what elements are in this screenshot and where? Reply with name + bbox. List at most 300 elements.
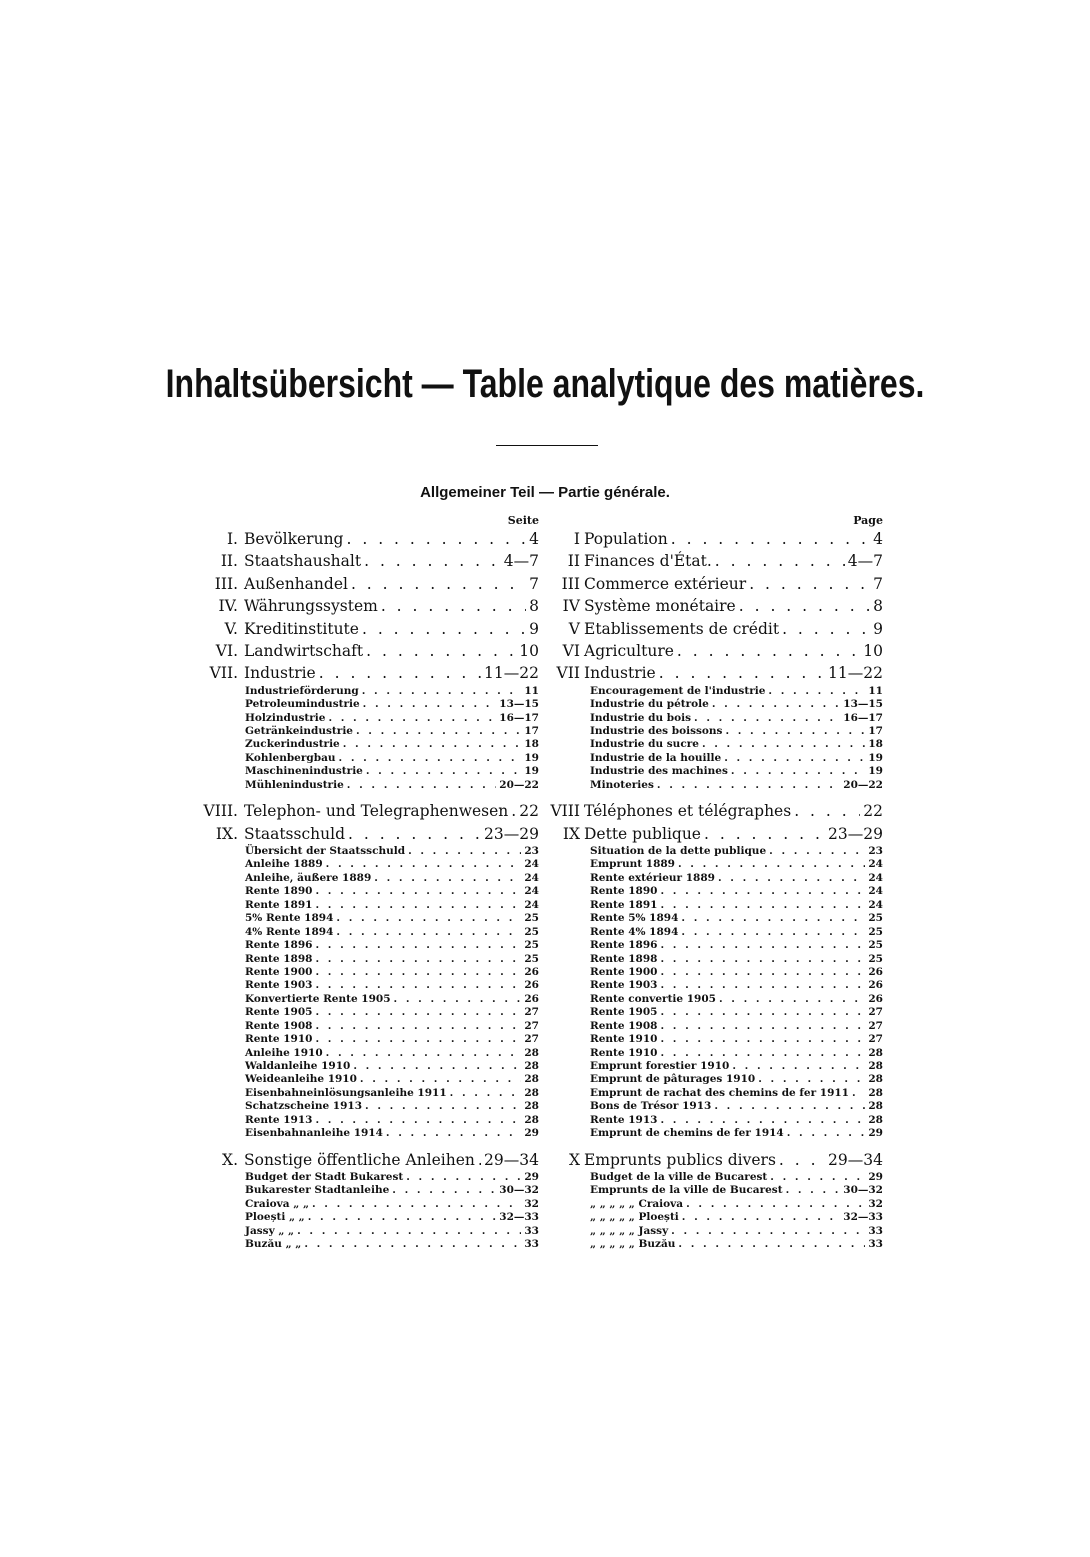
subentry-page: 33 xyxy=(868,1238,883,1251)
subentry-title: Rente 1891 xyxy=(590,898,658,911)
page-number: 4—7 xyxy=(847,552,883,571)
dot-leader xyxy=(366,765,522,778)
subentry-title: „ „ „ „ „ Ploești xyxy=(590,1211,679,1224)
dot-leader xyxy=(366,640,516,662)
subentry-title: Industrie du pétrole xyxy=(590,698,709,711)
dot-leader xyxy=(394,993,522,1006)
dot-leader xyxy=(732,1060,865,1073)
chapter-number: IV. xyxy=(218,597,238,616)
dot-leader xyxy=(326,1047,522,1060)
subentry-page: 17 xyxy=(868,725,883,738)
subentry-title: Rente 4% 1894 xyxy=(590,925,679,938)
dot-leader xyxy=(714,1100,865,1113)
toc-subentry xyxy=(245,953,539,966)
chapter-number: VII xyxy=(556,664,580,683)
toc-subentry xyxy=(590,725,883,738)
subentry-list xyxy=(548,1171,883,1260)
dot-leader xyxy=(768,685,865,698)
chapter-number: VII. xyxy=(209,664,238,683)
toc-entry xyxy=(548,823,883,1149)
chapter-title: Telephon- und Telegraphenwesen xyxy=(244,802,509,821)
page-number: 11—22 xyxy=(828,664,883,683)
dot-leader xyxy=(336,912,521,925)
dot-leader xyxy=(660,939,865,952)
chapter-number: VI xyxy=(562,641,580,660)
dot-leader xyxy=(786,1184,841,1197)
subentry-title: Rente 1903 xyxy=(245,979,313,992)
subentry-title: Waldanleihe 1910 xyxy=(245,1060,351,1073)
toc-subentry xyxy=(245,1100,539,1113)
dot-leader xyxy=(315,979,521,992)
dot-leader xyxy=(315,1033,521,1046)
subentry-page: 24 xyxy=(868,871,883,884)
dot-leader xyxy=(779,1149,825,1171)
toc-main-line xyxy=(548,550,883,572)
toc-subentry xyxy=(245,979,539,992)
toc-subentry xyxy=(245,845,539,858)
toc-main-line xyxy=(196,640,539,662)
toc-entry xyxy=(196,640,539,662)
toc-subentry xyxy=(245,752,539,765)
dot-leader xyxy=(694,712,840,725)
toc-subentry xyxy=(590,872,883,885)
dot-leader xyxy=(682,1211,840,1224)
toc-entry xyxy=(196,800,539,822)
subentry-page: 29 xyxy=(524,1171,539,1184)
subentry-title: Rente 1898 xyxy=(245,952,313,965)
chapter-number: IX. xyxy=(215,824,238,843)
subentry-page: 19 xyxy=(868,765,883,778)
subentry-title: Budget der Stadt Bukarest xyxy=(245,1171,404,1184)
toc-entry xyxy=(196,1149,539,1260)
dot-leader xyxy=(351,573,526,595)
subentry-page: 27 xyxy=(868,1033,883,1046)
subentry-page: 26 xyxy=(524,992,539,1005)
toc-subentry xyxy=(245,738,539,751)
chapter-title: Emprunts publics divers xyxy=(584,1150,776,1169)
toc-entry xyxy=(548,618,883,640)
subentry-title: Rente 1900 xyxy=(590,965,658,978)
subentry-page: 25 xyxy=(868,912,883,925)
dot-leader xyxy=(297,1225,521,1238)
dot-leader xyxy=(374,872,521,885)
dot-leader xyxy=(660,1047,865,1060)
page-number: 29—34 xyxy=(484,1150,539,1169)
toc-subentry xyxy=(590,1211,883,1224)
dot-leader xyxy=(852,1087,865,1100)
dot-leader xyxy=(659,662,825,684)
toc-subentry xyxy=(245,1171,539,1184)
subentry-page: 32 xyxy=(868,1197,883,1210)
dot-leader xyxy=(712,698,840,711)
subentry-title: Emprunt forestier 1910 xyxy=(590,1060,730,1073)
toc-entry xyxy=(548,595,883,617)
toc-subentry xyxy=(245,779,539,792)
subentry-page: 28 xyxy=(524,1060,539,1073)
subentry-title: Budget de la ville de Bucarest xyxy=(590,1171,768,1184)
toc-subentry xyxy=(245,885,539,898)
subentry-title: Industrie du bois xyxy=(590,711,692,724)
subentry-title: Minoteries xyxy=(590,778,654,791)
subentry-title: Bukarester Stadtanleihe xyxy=(245,1184,390,1197)
subentry-title: Rente 1910 xyxy=(245,1033,313,1046)
subentry-page: 19 xyxy=(524,751,539,764)
subentry-page: 19 xyxy=(524,765,539,778)
subentry-page: 24 xyxy=(524,898,539,911)
toc-subentry xyxy=(245,1047,539,1060)
dot-leader xyxy=(769,845,865,858)
dot-leader xyxy=(364,550,501,572)
subentry-title: Zuckerindustrie xyxy=(245,738,340,751)
column-header-seite: Seite xyxy=(507,514,539,527)
chapter-number: IX xyxy=(562,824,580,843)
subentry-title: „ „ „ „ „ Craiova xyxy=(590,1197,684,1210)
subentry-page: 28 xyxy=(868,1046,883,1059)
subentry-page: 29 xyxy=(868,1127,883,1140)
toc-column-german xyxy=(196,514,539,1260)
dot-leader xyxy=(450,1087,522,1100)
toc-subentry xyxy=(590,1047,883,1060)
subentry-title: Rente 1910 xyxy=(590,1046,658,1059)
subentry-page: 32 xyxy=(524,1197,539,1210)
subentry-title: Holzindustrie xyxy=(245,711,326,724)
chapter-title: Agriculture xyxy=(584,641,674,660)
chapter-title: Sonstige öffentliche Anleihen xyxy=(244,1150,475,1169)
subentry-page: 25 xyxy=(524,952,539,965)
subentry-page: 26 xyxy=(524,965,539,978)
dot-leader xyxy=(308,1211,497,1224)
subentry-page: 24 xyxy=(524,885,539,898)
page-number: 7 xyxy=(873,574,883,593)
subentry-page: 33 xyxy=(524,1238,539,1251)
toc-entry xyxy=(196,595,539,617)
toc-subentry xyxy=(245,1006,539,1019)
toc-subentry xyxy=(590,939,883,952)
toc-subentry xyxy=(590,966,883,979)
toc-subentry xyxy=(245,993,539,1006)
chapter-title: Dette publique xyxy=(584,824,701,843)
subentry-page: 27 xyxy=(524,1019,539,1032)
subentry-title: Rente convertie 1905 xyxy=(590,992,716,1005)
chapter-title: Population xyxy=(584,530,668,548)
subentry-page: 13—15 xyxy=(843,698,883,711)
toc-entry xyxy=(196,573,539,595)
dot-leader xyxy=(660,1020,865,1033)
subentry-page: 27 xyxy=(524,1033,539,1046)
subentry-title: Industrie des machines xyxy=(590,765,728,778)
dot-leader xyxy=(660,1006,865,1019)
subentry-page: 28 xyxy=(868,1060,883,1073)
subentry-title: Rente 1890 xyxy=(245,885,313,898)
chapter-title: Système monétaire xyxy=(584,597,736,616)
subentry-page: 27 xyxy=(868,1006,883,1019)
toc-main-line xyxy=(196,1149,539,1171)
dot-leader xyxy=(315,1020,521,1033)
chapter-number: II xyxy=(567,552,580,571)
dot-leader xyxy=(365,1100,521,1113)
page-number: 11—22 xyxy=(484,664,539,683)
dot-leader xyxy=(681,912,865,925)
dot-leader xyxy=(678,858,865,871)
subentry-title: Mühlenindustrie xyxy=(245,778,344,791)
dot-leader xyxy=(406,1171,521,1184)
toc-subentry xyxy=(590,993,883,1006)
chapter-title: Etablissements de crédit xyxy=(584,619,780,638)
subentry-title: 4% Rente 1894 xyxy=(245,925,334,938)
subentry-title: Rente 1908 xyxy=(245,1019,313,1032)
subentry-title: Anleihe, äußere 1889 xyxy=(245,871,372,884)
subentry-page: 32—33 xyxy=(843,1211,883,1224)
toc-subentry xyxy=(245,725,539,738)
subentry-page: 33 xyxy=(524,1224,539,1237)
subentry-page: 13—15 xyxy=(499,698,539,711)
subentry-page: 28 xyxy=(524,1086,539,1099)
subentry-page: 24 xyxy=(524,858,539,871)
subentry-page: 16—17 xyxy=(843,711,883,724)
chapter-number: VIII xyxy=(550,802,580,821)
dot-leader xyxy=(353,1060,521,1073)
subentry-page: 29 xyxy=(868,1171,883,1184)
chapter-number: III xyxy=(561,574,580,593)
dot-leader xyxy=(677,640,860,662)
dot-leader xyxy=(346,528,526,550)
subentry-page: 32—33 xyxy=(499,1211,539,1224)
toc-subentry xyxy=(245,1238,539,1251)
toc-entry xyxy=(196,618,539,640)
toc-subentry xyxy=(590,1020,883,1033)
toc-subentry xyxy=(590,845,883,858)
dot-leader xyxy=(671,1225,865,1238)
subentry-page: 24 xyxy=(868,858,883,871)
subentry-title: Eisenbahneinlösungsanleihe 1911 xyxy=(245,1086,447,1099)
section-heading: Allgemeiner Teil — Partie générale. xyxy=(420,484,670,501)
subentry-page: 16—17 xyxy=(499,711,539,724)
chapter-title: Landwirtschaft xyxy=(244,641,364,660)
page-number: 10 xyxy=(863,641,883,660)
subentry-title: Encouragement de l'industrie xyxy=(590,684,766,697)
subentry-title: Emprunts de la ville de Bucarest xyxy=(590,1184,783,1197)
dot-leader xyxy=(386,1127,521,1140)
chapter-number: IV xyxy=(562,597,580,616)
toc-subentry xyxy=(590,979,883,992)
subentry-title: Rente 5% 1894 xyxy=(590,912,679,925)
toc-subentry xyxy=(245,1114,539,1127)
toc-subentry xyxy=(590,1238,883,1251)
dot-leader xyxy=(718,872,865,885)
toc-entry xyxy=(196,528,539,550)
chapter-title: Währungssystem xyxy=(244,597,378,616)
subentry-title: Rente 1891 xyxy=(245,898,313,911)
page-number: 7 xyxy=(529,574,539,593)
dot-leader xyxy=(739,595,870,617)
toc-main-line xyxy=(196,823,539,845)
subentry-page: 19 xyxy=(868,751,883,764)
toc-main-line xyxy=(196,528,539,550)
toc-subentry xyxy=(245,1127,539,1140)
toc-main-line xyxy=(548,662,883,684)
subentry-page: 25 xyxy=(524,925,539,938)
subentry-page: 28 xyxy=(868,1086,883,1099)
toc-main-line xyxy=(196,550,539,572)
subentry-page: 23 xyxy=(524,845,539,858)
subentry-title: 5% Rente 1894 xyxy=(245,912,334,925)
page-number: 29—34 xyxy=(828,1150,883,1169)
subentry-title: Kohlenbergbau xyxy=(245,751,336,764)
toc-main-line xyxy=(548,528,883,550)
subentry-page: 28 xyxy=(868,1100,883,1113)
chapter-title: Bevölkerung xyxy=(244,530,344,548)
subentry-title: Industrie des boissons xyxy=(590,725,723,738)
toc-main-line xyxy=(548,1149,883,1171)
subentry-title: Emprunt de chemins de fer 1914 xyxy=(590,1127,784,1140)
subentry-page: 28 xyxy=(868,1073,883,1086)
subentry-title: Konvertierte Rente 1905 xyxy=(245,992,391,1005)
chapter-title: Industrie xyxy=(244,664,316,683)
subentry-title: Maschinenindustrie xyxy=(245,765,363,778)
subentry-title: Rente 1908 xyxy=(590,1019,658,1032)
toc-entry xyxy=(548,573,883,595)
subentry-list xyxy=(548,685,883,801)
subentry-page: 25 xyxy=(524,939,539,952)
dot-leader xyxy=(770,1171,865,1184)
toc-entry xyxy=(548,528,883,550)
page-number: 8 xyxy=(529,597,539,616)
dot-leader xyxy=(719,993,865,1006)
subentry-title: Jassy „ „ xyxy=(245,1224,295,1237)
dot-leader xyxy=(315,1114,521,1127)
subentry-title: Buzău „ „ xyxy=(245,1238,302,1251)
subentry-title: Getränkeindustrie xyxy=(245,725,353,738)
toc-main-line xyxy=(548,800,883,822)
subentry-list xyxy=(548,845,883,1149)
toc-subentry xyxy=(245,1211,539,1224)
subentry-page: 27 xyxy=(868,1019,883,1032)
dot-leader xyxy=(702,738,865,751)
dot-leader xyxy=(343,738,522,751)
subentry-title: Rente 1900 xyxy=(245,965,313,978)
chapter-title: Téléphones et télégraphes xyxy=(584,802,792,821)
dot-leader xyxy=(319,662,481,684)
dot-leader xyxy=(671,528,870,550)
subentry-title: Rente 1905 xyxy=(590,1006,658,1019)
dot-leader xyxy=(356,725,521,738)
title-divider xyxy=(496,445,598,446)
toc-entry xyxy=(548,1149,883,1260)
toc-main-line xyxy=(196,573,539,595)
toc-subentry xyxy=(245,858,539,871)
dot-leader xyxy=(478,1149,481,1171)
column-header-page: Page xyxy=(853,514,883,527)
dot-leader xyxy=(725,725,865,738)
dot-leader xyxy=(315,966,521,979)
toc-subentry xyxy=(590,899,883,912)
dot-leader xyxy=(660,899,865,912)
subentry-title: Ploești „ „ xyxy=(245,1211,305,1224)
chapter-number: II. xyxy=(220,552,238,571)
toc-subentry xyxy=(245,966,539,979)
toc-subentry xyxy=(590,1087,883,1100)
dot-leader xyxy=(362,685,522,698)
dot-leader xyxy=(315,885,521,898)
toc-subentry xyxy=(590,738,883,751)
toc-subentry xyxy=(590,1114,883,1127)
toc-subentry xyxy=(245,712,539,725)
subentry-page: 24 xyxy=(524,871,539,884)
toc-subentry xyxy=(590,1033,883,1046)
dot-leader xyxy=(660,885,865,898)
dot-leader xyxy=(360,1073,521,1086)
dot-leader xyxy=(660,979,865,992)
toc-main-line xyxy=(548,823,883,845)
toc-subentry xyxy=(245,698,539,711)
page-number: 22 xyxy=(863,802,883,821)
subentry-page: 11 xyxy=(524,684,539,697)
subentry-page: 28 xyxy=(524,1100,539,1113)
dot-leader xyxy=(381,595,526,617)
subentry-page: 33 xyxy=(868,1224,883,1237)
dot-leader xyxy=(704,823,825,845)
dot-leader xyxy=(660,953,865,966)
subentry-page: 18 xyxy=(868,738,883,751)
subentry-page: 11 xyxy=(868,684,883,697)
toc-subentry xyxy=(590,885,883,898)
toc-main-line xyxy=(196,662,539,684)
subentry-page: 20—22 xyxy=(843,778,883,791)
dot-leader xyxy=(392,1184,496,1197)
toc-entry xyxy=(548,640,883,662)
toc-subentry xyxy=(245,926,539,939)
dot-leader xyxy=(678,1238,865,1251)
subentry-page: 30—32 xyxy=(843,1184,883,1197)
subentry-title: Rente 1890 xyxy=(590,885,658,898)
subentry-page: 24 xyxy=(868,885,883,898)
subentry-page: 25 xyxy=(868,925,883,938)
dot-leader xyxy=(686,1198,865,1211)
toc-subentry xyxy=(590,779,883,792)
page-number: 23—29 xyxy=(484,824,539,843)
chapter-title: Commerce extérieur xyxy=(584,574,747,593)
subentry-page: 25 xyxy=(868,939,883,952)
subentry-title: Petroleumindustrie xyxy=(245,698,360,711)
dot-leader xyxy=(362,618,526,640)
subentry-title: Rente extérieur 1889 xyxy=(590,871,715,884)
chapter-number: V. xyxy=(224,619,238,638)
toc-column-french xyxy=(548,514,883,1260)
chapter-title: Finances d'État. xyxy=(584,552,712,571)
dot-leader xyxy=(326,858,522,871)
dot-leader xyxy=(336,926,521,939)
toc-subentry xyxy=(590,858,883,871)
subentry-list xyxy=(196,685,539,801)
subentry-title: Industrie du sucre xyxy=(590,738,699,751)
subentry-title: Emprunt de pâturages 1910 xyxy=(590,1073,756,1086)
page-number: 22 xyxy=(519,802,539,821)
toc-subentry xyxy=(590,752,883,765)
toc-subentry xyxy=(590,1127,883,1140)
dot-leader xyxy=(749,573,870,595)
page-title: Inhaltsübersicht — Table analytique des matières. xyxy=(165,362,925,406)
toc-subentry xyxy=(590,1198,883,1211)
subentry-title: Anleihe 1889 xyxy=(245,858,323,871)
subentry-page: 25 xyxy=(868,952,883,965)
dot-leader xyxy=(339,752,522,765)
subentry-title: Bons de Trésor 1913 xyxy=(590,1100,712,1113)
subentry-page: 26 xyxy=(524,979,539,992)
subentry-title: „ „ „ „ „ Buzău xyxy=(590,1238,676,1251)
dot-leader xyxy=(315,939,521,952)
toc-subentry xyxy=(245,685,539,698)
dot-leader xyxy=(511,800,516,822)
